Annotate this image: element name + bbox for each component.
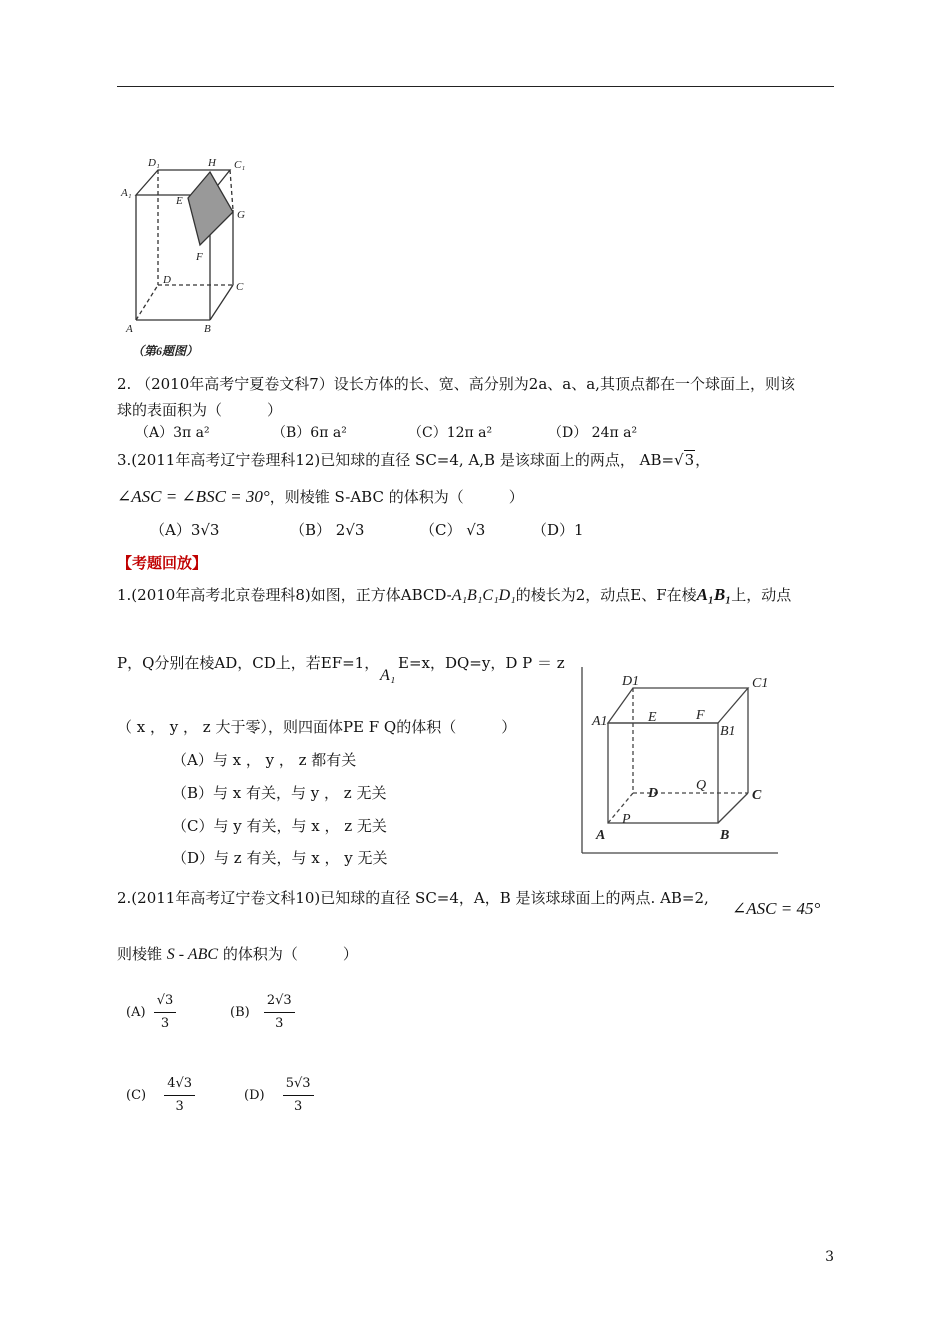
r2-option-c: (C) $\frac{4√3}{3}$ bbox=[126, 1073, 195, 1118]
r1-line3: （ x ， y ， z 大于零），则四面体PE F Q的体积（ ） bbox=[117, 718, 517, 736]
q3-option-d: （D）1 bbox=[532, 521, 584, 539]
svg-text:A₁: A₁ bbox=[121, 187, 132, 199]
svg-text:P: P bbox=[622, 812, 631, 827]
svg-text:A1: A1 bbox=[592, 714, 608, 729]
q3-angle: ∠ASC = ∠BSC = 30° bbox=[117, 487, 270, 506]
r1-option-c: （C）与 y 有关，与 x ， z 无关 bbox=[172, 817, 387, 835]
q3-line2-text: ，则棱锥 S-ABC 的体积为（ ） bbox=[269, 488, 524, 506]
svg-text:D₁: D₁ bbox=[148, 157, 160, 169]
svg-text:E: E bbox=[176, 195, 183, 207]
svg-text:F: F bbox=[696, 708, 705, 723]
cut-section bbox=[188, 172, 233, 245]
q3-option-a: （A）3√3 bbox=[150, 521, 220, 539]
r1-option-b: （B）与 x 有关，与 y ， z 无关 bbox=[172, 784, 387, 802]
svg-text:B1: B1 bbox=[720, 724, 736, 739]
r1-line1: 1.(2010年高考北京卷理科8)如图，正方体ABCD-A₁B₁C₁D₁的棱长为2，动点E、F在棱A₁B₁上，动点 bbox=[117, 585, 792, 604]
q2-option-b: （B）6π a² bbox=[272, 425, 347, 441]
r1-option-a: （A）与 x ， y ， z 都有关 bbox=[172, 751, 357, 769]
svg-text:E: E bbox=[648, 710, 657, 725]
r2-line2: 则棱锥 S - ABC 的体积为（ ） bbox=[117, 945, 358, 963]
r2-option-d: (D) $\frac{5√3}{3}$ bbox=[244, 1073, 314, 1118]
r1-a1b1c1d1: A₁B₁C₁D₁ bbox=[451, 587, 516, 604]
header-rule bbox=[117, 86, 834, 87]
figure-cube bbox=[578, 663, 780, 858]
r2-option-a: (A) $\frac{√3}{3}$ bbox=[126, 990, 176, 1035]
svg-text:D1: D1 bbox=[622, 674, 640, 689]
q2-option-c: （C）12π a² bbox=[408, 425, 493, 441]
svg-text:A: A bbox=[126, 323, 133, 335]
q3-line2 bbox=[117, 487, 524, 507]
svg-text:B: B bbox=[720, 828, 730, 843]
q3-option-c: （C） √3 bbox=[420, 521, 486, 539]
svg-text:D: D bbox=[648, 786, 659, 801]
q3-line1: 3.(2011年高考辽宁卷理科12)已知球的直径 SC=4, A,B 是该球面上的两点， AB=√3， bbox=[117, 451, 711, 469]
svg-text:C: C bbox=[752, 788, 762, 803]
r2-option-b: (B) $\frac{2√3}{3}$ bbox=[230, 990, 295, 1035]
r1-line2-b: E=x，DQ=y，D P ＝ z bbox=[398, 654, 565, 672]
r1-option-d: （D）与 z 有关，与 x ， y 无关 bbox=[172, 849, 388, 867]
svg-text:C1: C1 bbox=[752, 676, 769, 691]
figure-6-prism bbox=[118, 150, 258, 360]
svg-text:B: B bbox=[204, 323, 211, 335]
svg-text:C₁: C₁ bbox=[234, 159, 246, 171]
svg-text:F: F bbox=[196, 251, 203, 263]
q3-sqrt3: √3 bbox=[674, 451, 695, 469]
svg-text:Q: Q bbox=[696, 778, 707, 793]
q3-option-b: （B） 2√3 bbox=[290, 521, 365, 539]
r1-a1: A₁ bbox=[380, 667, 396, 684]
svg-text:D: D bbox=[163, 274, 171, 286]
r2-sabc: S - ABC bbox=[166, 946, 219, 963]
q2-option-d: （D） 24π a² bbox=[548, 425, 638, 441]
q3-line1-text: 3.(2011年高考辽宁卷理科12)已知球的直径 SC=4, A,B 是该球面上的两点， AB= bbox=[117, 451, 675, 469]
r1-line2: P，Q分别在棱AD，CD上，若EF=1， bbox=[117, 654, 380, 672]
section-heading: 【考题回放】 bbox=[117, 554, 208, 572]
svg-text:G: G bbox=[237, 209, 245, 221]
svg-text:H: H bbox=[208, 157, 216, 169]
svg-text:A: A bbox=[596, 828, 606, 843]
svg-text:C: C bbox=[236, 281, 244, 293]
q2-line1: 2. （2010年高考宁夏卷文科7）设长方体的长、宽、高分别为2a、a、a,其顶点都在一个球面上，则该 bbox=[117, 375, 795, 393]
figure-6-caption: （第6题图） bbox=[132, 344, 199, 358]
q2-option-a: （A）3π a² bbox=[135, 425, 210, 441]
r2-line1: 2.(2011年高考辽宁卷文科10)已知球的直径 SC=4，A，B 是该球球面上的两点. AB=2, bbox=[117, 889, 709, 907]
r2-angle: ∠ASC = 45° bbox=[732, 899, 821, 918]
page-number: 3 bbox=[825, 1249, 834, 1265]
r1-a1b1: A₁B₁ bbox=[696, 585, 732, 604]
q2-line2: 球的表面积为（ ） bbox=[117, 401, 283, 419]
